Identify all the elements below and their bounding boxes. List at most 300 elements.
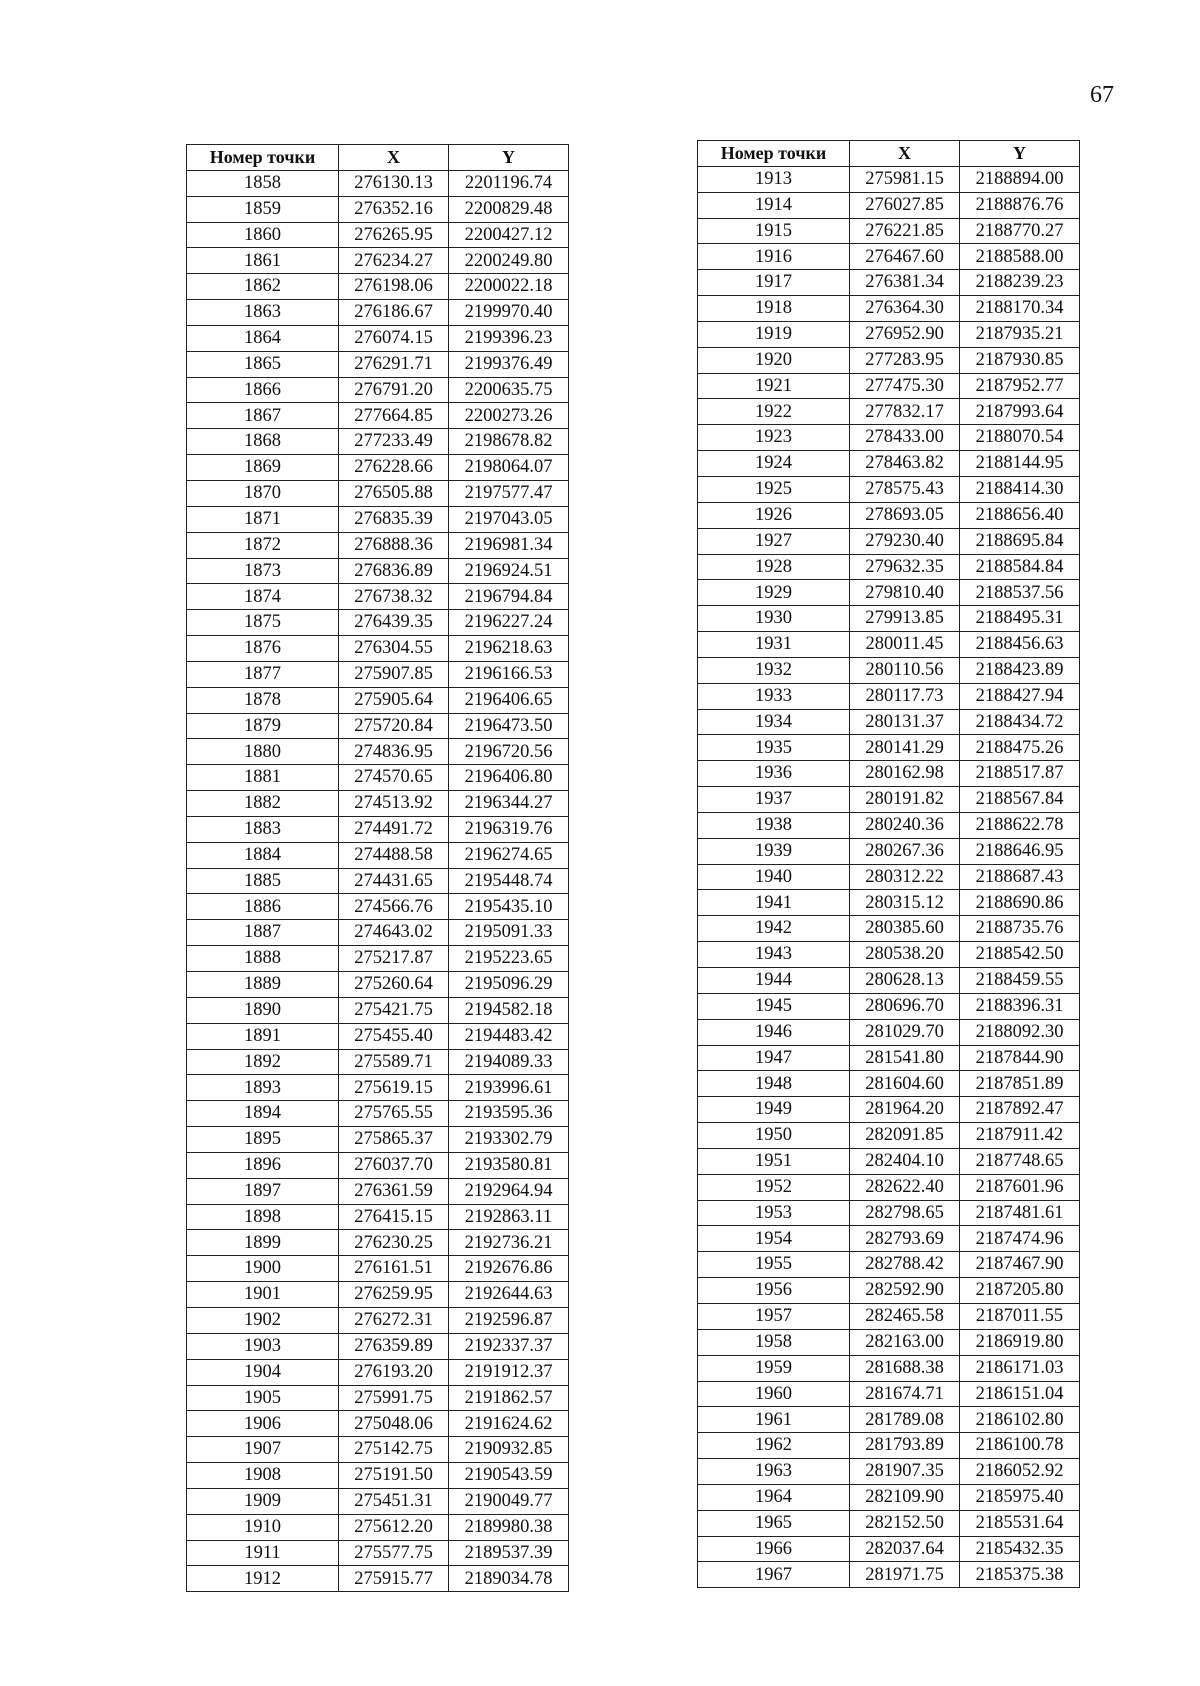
- cell-point-number: 1927: [698, 528, 850, 554]
- cell-point-number: 1932: [698, 657, 850, 683]
- cell-y: 2187748.65: [960, 1148, 1080, 1174]
- table-row: [187, 1463, 569, 1489]
- header-x: X: [339, 145, 449, 171]
- cell-y: 2196319.76: [449, 816, 569, 842]
- header-point-number: Номер точки: [187, 145, 339, 171]
- cell-y: 2186151.04: [960, 1381, 1080, 1407]
- cell-x: 280117.73: [850, 683, 960, 709]
- table-row: [698, 296, 1080, 322]
- cell-x: 280385.60: [850, 916, 960, 942]
- cell-y: 2196218.63: [449, 636, 569, 662]
- cell-point-number: 1948: [698, 1071, 850, 1097]
- cell-x: 276130.13: [339, 170, 449, 196]
- cell-point-number: 1871: [187, 506, 339, 532]
- cell-point-number: 1963: [698, 1459, 850, 1485]
- cell-y: 2200829.48: [449, 196, 569, 222]
- cell-x: 277475.30: [850, 373, 960, 399]
- cell-point-number: 1952: [698, 1174, 850, 1200]
- cell-y: 2200022.18: [449, 274, 569, 300]
- cell-point-number: 1928: [698, 554, 850, 580]
- cell-point-number: 1925: [698, 476, 850, 502]
- table-row: [698, 1484, 1080, 1510]
- cell-x: 276221.85: [850, 218, 960, 244]
- cell-y: 2187993.64: [960, 399, 1080, 425]
- cell-point-number: 1886: [187, 894, 339, 920]
- cell-x: 275142.75: [339, 1437, 449, 1463]
- cell-x: 281789.08: [850, 1407, 960, 1433]
- cell-x: 279810.40: [850, 580, 960, 606]
- cell-point-number: 1872: [187, 532, 339, 558]
- cell-point-number: 1906: [187, 1411, 339, 1437]
- table-row: [187, 1488, 569, 1514]
- cell-x: 278693.05: [850, 502, 960, 528]
- cell-x: 277832.17: [850, 399, 960, 425]
- cell-x: 275907.85: [339, 661, 449, 687]
- cell-y: 2194089.33: [449, 1049, 569, 1075]
- cell-x: 281964.20: [850, 1097, 960, 1123]
- table-row: [187, 480, 569, 506]
- cell-point-number: 1931: [698, 632, 850, 658]
- cell-y: 2190049.77: [449, 1488, 569, 1514]
- table-row: [698, 554, 1080, 580]
- cell-x: 280312.22: [850, 864, 960, 890]
- cell-y: 2186102.80: [960, 1407, 1080, 1433]
- cell-y: 2196473.50: [449, 713, 569, 739]
- cell-y: 2188456.63: [960, 632, 1080, 658]
- cell-point-number: 1894: [187, 1101, 339, 1127]
- cell-point-number: 1966: [698, 1536, 850, 1562]
- cell-x: 274431.65: [339, 868, 449, 894]
- cell-x: 279230.40: [850, 528, 960, 554]
- cell-y: 2193580.81: [449, 1152, 569, 1178]
- cell-y: 2187851.89: [960, 1071, 1080, 1097]
- table-row: [698, 528, 1080, 554]
- table-row: [187, 1411, 569, 1437]
- cell-x: 279632.35: [850, 554, 960, 580]
- cell-point-number: 1878: [187, 687, 339, 713]
- table-row: [187, 455, 569, 481]
- table-row: [187, 506, 569, 532]
- cell-x: 275765.55: [339, 1101, 449, 1127]
- table-row: [698, 968, 1080, 994]
- cell-point-number: 1920: [698, 347, 850, 373]
- table-row: [698, 244, 1080, 270]
- cell-x: 282037.64: [850, 1536, 960, 1562]
- cell-x: 276439.35: [339, 610, 449, 636]
- cell-point-number: 1950: [698, 1123, 850, 1149]
- table-row: [698, 1097, 1080, 1123]
- cell-y: 2199376.49: [449, 351, 569, 377]
- cell-x: 276272.31: [339, 1307, 449, 1333]
- cell-y: 2192596.87: [449, 1307, 569, 1333]
- cell-point-number: 1953: [698, 1200, 850, 1226]
- cell-y: 2195091.33: [449, 920, 569, 946]
- table-row: [698, 476, 1080, 502]
- table-row: [187, 687, 569, 713]
- cell-point-number: 1933: [698, 683, 850, 709]
- cell-y: 2188622.78: [960, 812, 1080, 838]
- cell-point-number: 1923: [698, 425, 850, 451]
- cell-x: 276359.89: [339, 1333, 449, 1359]
- cell-x: 275619.15: [339, 1075, 449, 1101]
- cell-x: 282622.40: [850, 1174, 960, 1200]
- cell-x: 276381.34: [850, 270, 960, 296]
- cell-point-number: 1901: [187, 1282, 339, 1308]
- cell-point-number: 1958: [698, 1329, 850, 1355]
- cell-point-number: 1873: [187, 558, 339, 584]
- table-row: [698, 1278, 1080, 1304]
- table-row: [187, 791, 569, 817]
- cell-y: 2188427.94: [960, 683, 1080, 709]
- table-row: [187, 1023, 569, 1049]
- cell-x: 277233.49: [339, 429, 449, 455]
- cell-point-number: 1899: [187, 1230, 339, 1256]
- cell-y: 2196227.24: [449, 610, 569, 636]
- cell-y: 2192964.94: [449, 1178, 569, 1204]
- cell-x: 276352.16: [339, 196, 449, 222]
- cell-x: 282152.50: [850, 1510, 960, 1536]
- cell-x: 276234.27: [339, 248, 449, 274]
- cell-y: 2196406.65: [449, 687, 569, 713]
- cell-y: 2185375.38: [960, 1562, 1080, 1588]
- table-row: [698, 347, 1080, 373]
- cell-point-number: 1884: [187, 842, 339, 868]
- cell-y: 2188414.30: [960, 476, 1080, 502]
- table-row: [187, 1075, 569, 1101]
- cell-point-number: 1938: [698, 812, 850, 838]
- cell-x: 274513.92: [339, 791, 449, 817]
- cell-y: 2196274.65: [449, 842, 569, 868]
- cell-point-number: 1861: [187, 248, 339, 274]
- table-row: [187, 636, 569, 662]
- cell-x: 280240.36: [850, 812, 960, 838]
- cell-point-number: 1947: [698, 1045, 850, 1071]
- cell-y: 2188537.56: [960, 580, 1080, 606]
- cell-point-number: 1936: [698, 761, 850, 787]
- cell-y: 2196924.51: [449, 558, 569, 584]
- table-row: [698, 890, 1080, 916]
- cell-x: 276888.36: [339, 532, 449, 558]
- cell-point-number: 1867: [187, 403, 339, 429]
- table-row: [698, 580, 1080, 606]
- cell-x: 278463.82: [850, 451, 960, 477]
- table-row: [187, 946, 569, 972]
- cell-y: 2187935.21: [960, 321, 1080, 347]
- cell-point-number: 1918: [698, 296, 850, 322]
- cell-y: 2187481.61: [960, 1200, 1080, 1226]
- cell-x: 282163.00: [850, 1329, 960, 1355]
- cell-point-number: 1859: [187, 196, 339, 222]
- table-row: [187, 868, 569, 894]
- cell-point-number: 1862: [187, 274, 339, 300]
- cell-x: 280141.29: [850, 735, 960, 761]
- cell-y: 2199396.23: [449, 325, 569, 351]
- cell-y: 2185975.40: [960, 1484, 1080, 1510]
- cell-point-number: 1905: [187, 1385, 339, 1411]
- cell-point-number: 1881: [187, 765, 339, 791]
- cell-point-number: 1917: [698, 270, 850, 296]
- table-row: [187, 351, 569, 377]
- cell-y: 2187474.96: [960, 1226, 1080, 1252]
- table-row: [187, 1152, 569, 1178]
- table-row: [187, 584, 569, 610]
- cell-x: 275217.87: [339, 946, 449, 972]
- table-row: [698, 606, 1080, 632]
- cell-x: 280538.20: [850, 942, 960, 968]
- cell-x: 282798.65: [850, 1200, 960, 1226]
- cell-y: 2187952.77: [960, 373, 1080, 399]
- cell-y: 2185531.64: [960, 1510, 1080, 1536]
- cell-x: 277283.95: [850, 347, 960, 373]
- table-row: [187, 196, 569, 222]
- cell-y: 2196794.84: [449, 584, 569, 610]
- cell-point-number: 1916: [698, 244, 850, 270]
- cell-x: 275455.40: [339, 1023, 449, 1049]
- table-row: [698, 1562, 1080, 1588]
- cell-y: 2200273.26: [449, 403, 569, 429]
- cell-point-number: 1937: [698, 787, 850, 813]
- cell-x: 275577.75: [339, 1540, 449, 1566]
- cell-point-number: 1943: [698, 942, 850, 968]
- cell-x: 275915.77: [339, 1566, 449, 1592]
- cell-point-number: 1940: [698, 864, 850, 890]
- table-row: [698, 1148, 1080, 1174]
- cell-y: 2190543.59: [449, 1463, 569, 1489]
- table-row: [698, 192, 1080, 218]
- table-row: [187, 997, 569, 1023]
- cell-x: 276836.89: [339, 558, 449, 584]
- cell-y: 2188434.72: [960, 709, 1080, 735]
- cell-point-number: 1914: [698, 192, 850, 218]
- cell-x: 276228.66: [339, 455, 449, 481]
- cell-x: 276835.39: [339, 506, 449, 532]
- cell-y: 2190932.85: [449, 1437, 569, 1463]
- cell-point-number: 1875: [187, 610, 339, 636]
- table-row: [187, 1333, 569, 1359]
- cell-point-number: 1967: [698, 1562, 850, 1588]
- cell-x: 276074.15: [339, 325, 449, 351]
- cell-x: 282091.85: [850, 1123, 960, 1149]
- cell-point-number: 1904: [187, 1359, 339, 1385]
- cell-point-number: 1955: [698, 1252, 850, 1278]
- table-row: [698, 1174, 1080, 1200]
- cell-y: 2188459.55: [960, 968, 1080, 994]
- cell-point-number: 1959: [698, 1355, 850, 1381]
- cell-y: 2191624.62: [449, 1411, 569, 1437]
- cell-x: 275191.50: [339, 1463, 449, 1489]
- cell-x: 282788.42: [850, 1252, 960, 1278]
- table-row: [698, 709, 1080, 735]
- table-row: [187, 661, 569, 687]
- table-row: [187, 403, 569, 429]
- cell-y: 2189034.78: [449, 1566, 569, 1592]
- table-row: [698, 1226, 1080, 1252]
- cell-point-number: 1880: [187, 739, 339, 765]
- cell-point-number: 1944: [698, 968, 850, 994]
- cell-point-number: 1898: [187, 1204, 339, 1230]
- cell-y: 2188170.34: [960, 296, 1080, 322]
- cell-y: 2188687.43: [960, 864, 1080, 890]
- cell-x: 278433.00: [850, 425, 960, 451]
- cell-point-number: 1951: [698, 1148, 850, 1174]
- cell-y: 2188517.87: [960, 761, 1080, 787]
- cell-point-number: 1869: [187, 455, 339, 481]
- cell-point-number: 1922: [698, 399, 850, 425]
- cell-y: 2192863.11: [449, 1204, 569, 1230]
- cell-y: 2197577.47: [449, 480, 569, 506]
- cell-point-number: 1892: [187, 1049, 339, 1075]
- cell-y: 2192676.86: [449, 1256, 569, 1282]
- cell-point-number: 1890: [187, 997, 339, 1023]
- cell-x: 279913.85: [850, 606, 960, 632]
- table-row: [698, 1123, 1080, 1149]
- table-row: [187, 1540, 569, 1566]
- table-header-row: [187, 145, 569, 171]
- cell-x: 282793.69: [850, 1226, 960, 1252]
- table-row: [187, 1437, 569, 1463]
- table-row: [698, 373, 1080, 399]
- table-row: [698, 166, 1080, 192]
- cell-x: 281604.60: [850, 1071, 960, 1097]
- table-row: [698, 1019, 1080, 1045]
- cell-y: 2195435.10: [449, 894, 569, 920]
- cell-point-number: 1870: [187, 480, 339, 506]
- table-row: [698, 657, 1080, 683]
- table-row: [187, 1204, 569, 1230]
- table-row: [187, 274, 569, 300]
- cell-x: 276259.95: [339, 1282, 449, 1308]
- table-row: [187, 222, 569, 248]
- table-row: [187, 920, 569, 946]
- cell-y: 2193302.79: [449, 1127, 569, 1153]
- cell-x: 275612.20: [339, 1514, 449, 1540]
- coordinates-table-right: [697, 140, 1080, 1588]
- cell-y: 2188070.54: [960, 425, 1080, 451]
- cell-point-number: 1858: [187, 170, 339, 196]
- cell-y: 2193996.61: [449, 1075, 569, 1101]
- table-row: [698, 838, 1080, 864]
- table-row: [698, 683, 1080, 709]
- cell-y: 2200635.75: [449, 377, 569, 403]
- cell-point-number: 1887: [187, 920, 339, 946]
- cell-y: 2187601.96: [960, 1174, 1080, 1200]
- cell-y: 2188542.50: [960, 942, 1080, 968]
- table-row: [698, 812, 1080, 838]
- table-row: [698, 993, 1080, 1019]
- cell-x: 274488.58: [339, 842, 449, 868]
- cell-x: 282109.90: [850, 1484, 960, 1510]
- table-row: [698, 1200, 1080, 1226]
- table-row: [698, 399, 1080, 425]
- cell-x: 274643.02: [339, 920, 449, 946]
- cell-y: 2188567.84: [960, 787, 1080, 813]
- cell-point-number: 1957: [698, 1303, 850, 1329]
- cell-x: 275589.71: [339, 1049, 449, 1075]
- table-row: [698, 218, 1080, 244]
- table-header-row: [698, 141, 1080, 167]
- cell-x: 276467.60: [850, 244, 960, 270]
- table-row: [698, 1433, 1080, 1459]
- cell-point-number: 1960: [698, 1381, 850, 1407]
- cell-y: 2188144.95: [960, 451, 1080, 477]
- cell-x: 282465.58: [850, 1303, 960, 1329]
- cell-point-number: 1889: [187, 972, 339, 998]
- cell-x: 276265.95: [339, 222, 449, 248]
- table-row: [698, 1329, 1080, 1355]
- table-row: [187, 1127, 569, 1153]
- table-row: [698, 1071, 1080, 1097]
- table-row: [187, 1049, 569, 1075]
- cell-point-number: 1941: [698, 890, 850, 916]
- cell-point-number: 1863: [187, 300, 339, 326]
- cell-point-number: 1907: [187, 1437, 339, 1463]
- table-row: [698, 1381, 1080, 1407]
- cell-y: 2189537.39: [449, 1540, 569, 1566]
- cell-x: 275421.75: [339, 997, 449, 1023]
- cell-x: 276037.70: [339, 1152, 449, 1178]
- cell-y: 2197043.05: [449, 506, 569, 532]
- table-row: [187, 1385, 569, 1411]
- cell-y: 2195448.74: [449, 868, 569, 894]
- cell-y: 2196981.34: [449, 532, 569, 558]
- table-row: [187, 739, 569, 765]
- cell-x: 280696.70: [850, 993, 960, 1019]
- cell-point-number: 1935: [698, 735, 850, 761]
- cell-point-number: 1964: [698, 1484, 850, 1510]
- coordinates-table-left: [186, 144, 569, 1592]
- table-row: [187, 1307, 569, 1333]
- table-row: [187, 816, 569, 842]
- table-row: [187, 713, 569, 739]
- cell-x: 276193.20: [339, 1359, 449, 1385]
- table-row: [698, 864, 1080, 890]
- cell-x: 281029.70: [850, 1019, 960, 1045]
- cell-x: 281674.71: [850, 1381, 960, 1407]
- cell-point-number: 1942: [698, 916, 850, 942]
- cell-y: 2188092.30: [960, 1019, 1080, 1045]
- cell-x: 275991.75: [339, 1385, 449, 1411]
- cell-y: 2188584.84: [960, 554, 1080, 580]
- table-row: [187, 1256, 569, 1282]
- cell-y: 2196720.56: [449, 739, 569, 765]
- table-row: [698, 787, 1080, 813]
- cell-x: 281793.89: [850, 1433, 960, 1459]
- cell-point-number: 1883: [187, 816, 339, 842]
- cell-x: 276198.06: [339, 274, 449, 300]
- cell-point-number: 1874: [187, 584, 339, 610]
- cell-y: 2193595.36: [449, 1101, 569, 1127]
- cell-point-number: 1866: [187, 377, 339, 403]
- table-row: [698, 1459, 1080, 1485]
- cell-y: 2185432.35: [960, 1536, 1080, 1562]
- cell-x: 275720.84: [339, 713, 449, 739]
- cell-y: 2198678.82: [449, 429, 569, 455]
- header-y: Y: [960, 141, 1080, 167]
- cell-y: 2187844.90: [960, 1045, 1080, 1071]
- cell-x: 276230.25: [339, 1230, 449, 1256]
- cell-x: 280267.36: [850, 838, 960, 864]
- cell-x: 274566.76: [339, 894, 449, 920]
- table-row: [698, 761, 1080, 787]
- cell-point-number: 1903: [187, 1333, 339, 1359]
- cell-point-number: 1893: [187, 1075, 339, 1101]
- table-row: [187, 765, 569, 791]
- cell-x: 276027.85: [850, 192, 960, 218]
- cell-point-number: 1915: [698, 218, 850, 244]
- cell-y: 2199970.40: [449, 300, 569, 326]
- table-row: [187, 325, 569, 351]
- table-row: [187, 1514, 569, 1540]
